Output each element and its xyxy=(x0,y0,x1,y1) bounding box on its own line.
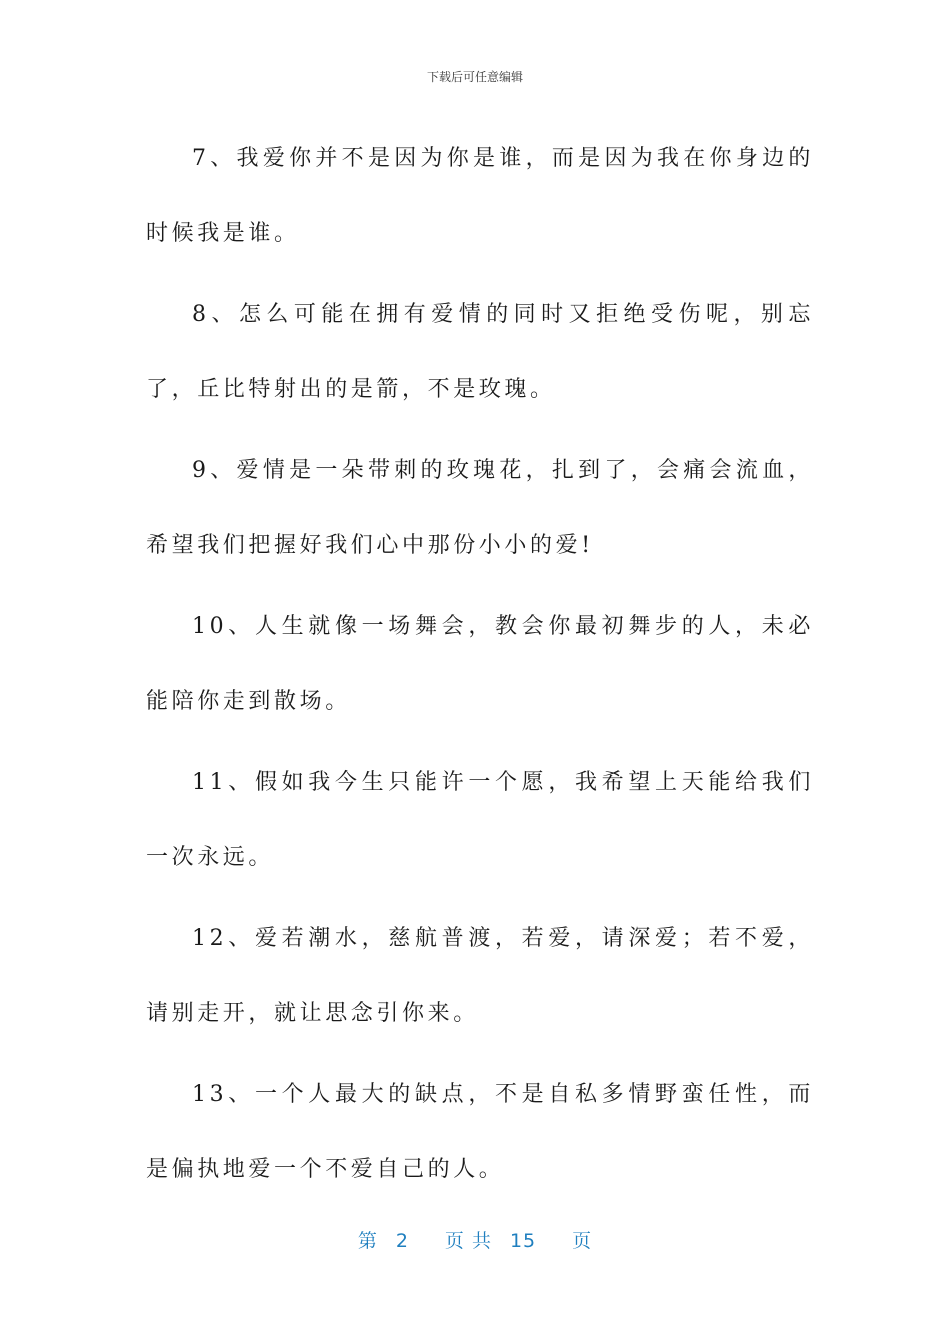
paragraph-12: 12、爱若潮水，慈航普渡，若爱，请深爱；若不爱，请别走开，就让思念引你来。 xyxy=(146,926,814,1026)
paragraph-8: 8、怎么可能在拥有爱情的同时又拒绝受伤呢，别忘了，丘比特射出的是箭，不是玫瑰。 xyxy=(146,302,814,402)
paragraph-9: 9、爱情是一朵带刺的玫瑰花，扎到了，会痛会流血，希望我们把握好我们心中那份小小的爱! xyxy=(146,458,814,558)
document-body xyxy=(146,122,814,1214)
page-footer xyxy=(0,1226,950,1253)
paragraph-10: 10、人生就像一场舞会，教会你最初舞步的人，未必能陪你走到散场。 xyxy=(146,614,814,714)
paragraph-7: 7、我爱你并不是因为你是谁，而是因为我在你身边的时候我是谁。 xyxy=(146,146,814,246)
paragraph-11: 11、假如我今生只能许一个愿，我希望上天能给我们一次永远。 xyxy=(146,770,814,870)
footer-middle: 页 共 xyxy=(444,1230,492,1252)
footer-total-pages: 15 xyxy=(509,1230,537,1252)
footer-current-page: 2 xyxy=(395,1230,409,1252)
page-header: 下载后可任意编辑 xyxy=(426,70,523,84)
paragraph-13: 13、一个人最大的缺点，不是自私多情野蛮任性，而是偏执地爱一个不爱自己的人。 xyxy=(146,1082,814,1182)
footer-prefix: 第 xyxy=(357,1230,378,1252)
footer-suffix: 页 xyxy=(572,1230,593,1252)
